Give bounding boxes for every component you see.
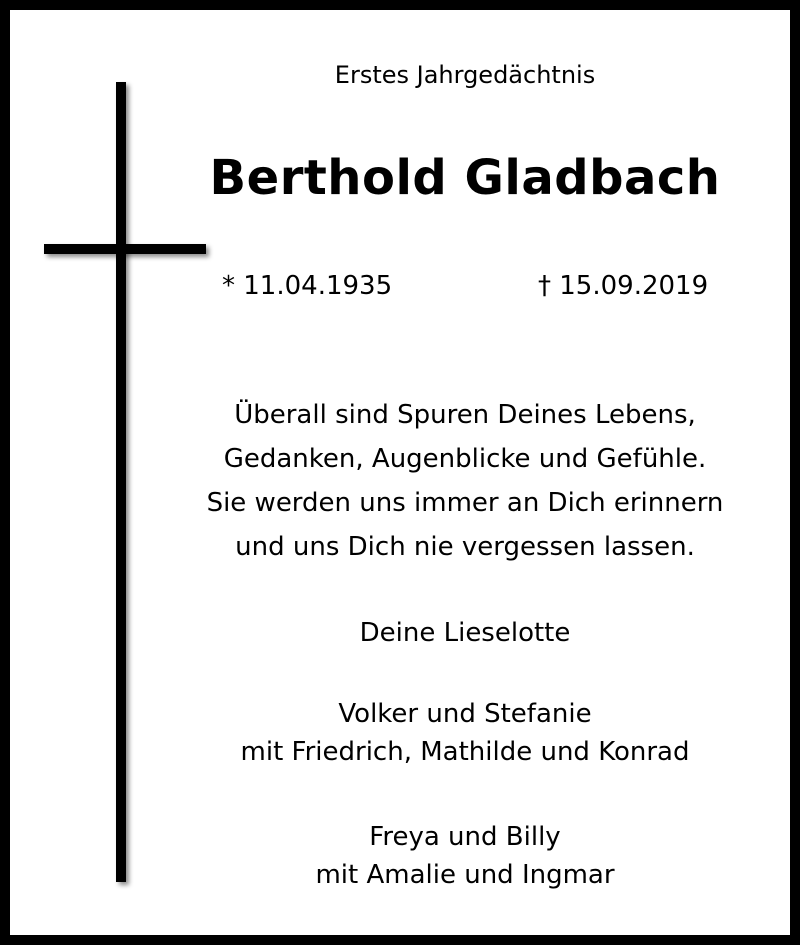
cross-icon-beam bbox=[44, 244, 206, 254]
signature-line: Volker und Stefanie bbox=[338, 699, 592, 729]
signature-line: Freya und Billy bbox=[369, 822, 561, 852]
notice-subtitle: Erstes Jahrgedächtnis bbox=[334, 61, 596, 89]
verse-line: Gedanken, Augenblicke und Gefühle. bbox=[223, 444, 707, 474]
verse-line: Überall sind Spuren Deines Lebens, bbox=[234, 400, 696, 430]
signature-line: Deine Lieselotte bbox=[359, 618, 571, 648]
cross-icon bbox=[116, 82, 126, 882]
signature-line: mit Friedrich, Mathilde und Konrad bbox=[240, 737, 690, 767]
death-date: † 15.09.2019 bbox=[538, 271, 709, 301]
verse-line: und uns Dich nie vergessen lassen. bbox=[235, 532, 695, 562]
signature-group bbox=[160, 818, 770, 894]
verse-line: Sie werden uns immer an Dich erinnern bbox=[206, 488, 724, 518]
memorial-verse bbox=[160, 393, 770, 569]
deceased-name: Berthold Gladbach bbox=[209, 150, 721, 206]
birth-date: * 11.04.1935 bbox=[222, 271, 393, 301]
signature-group bbox=[160, 695, 770, 771]
signature-group bbox=[160, 614, 770, 652]
signature-line: mit Amalie und Ingmar bbox=[315, 860, 615, 890]
